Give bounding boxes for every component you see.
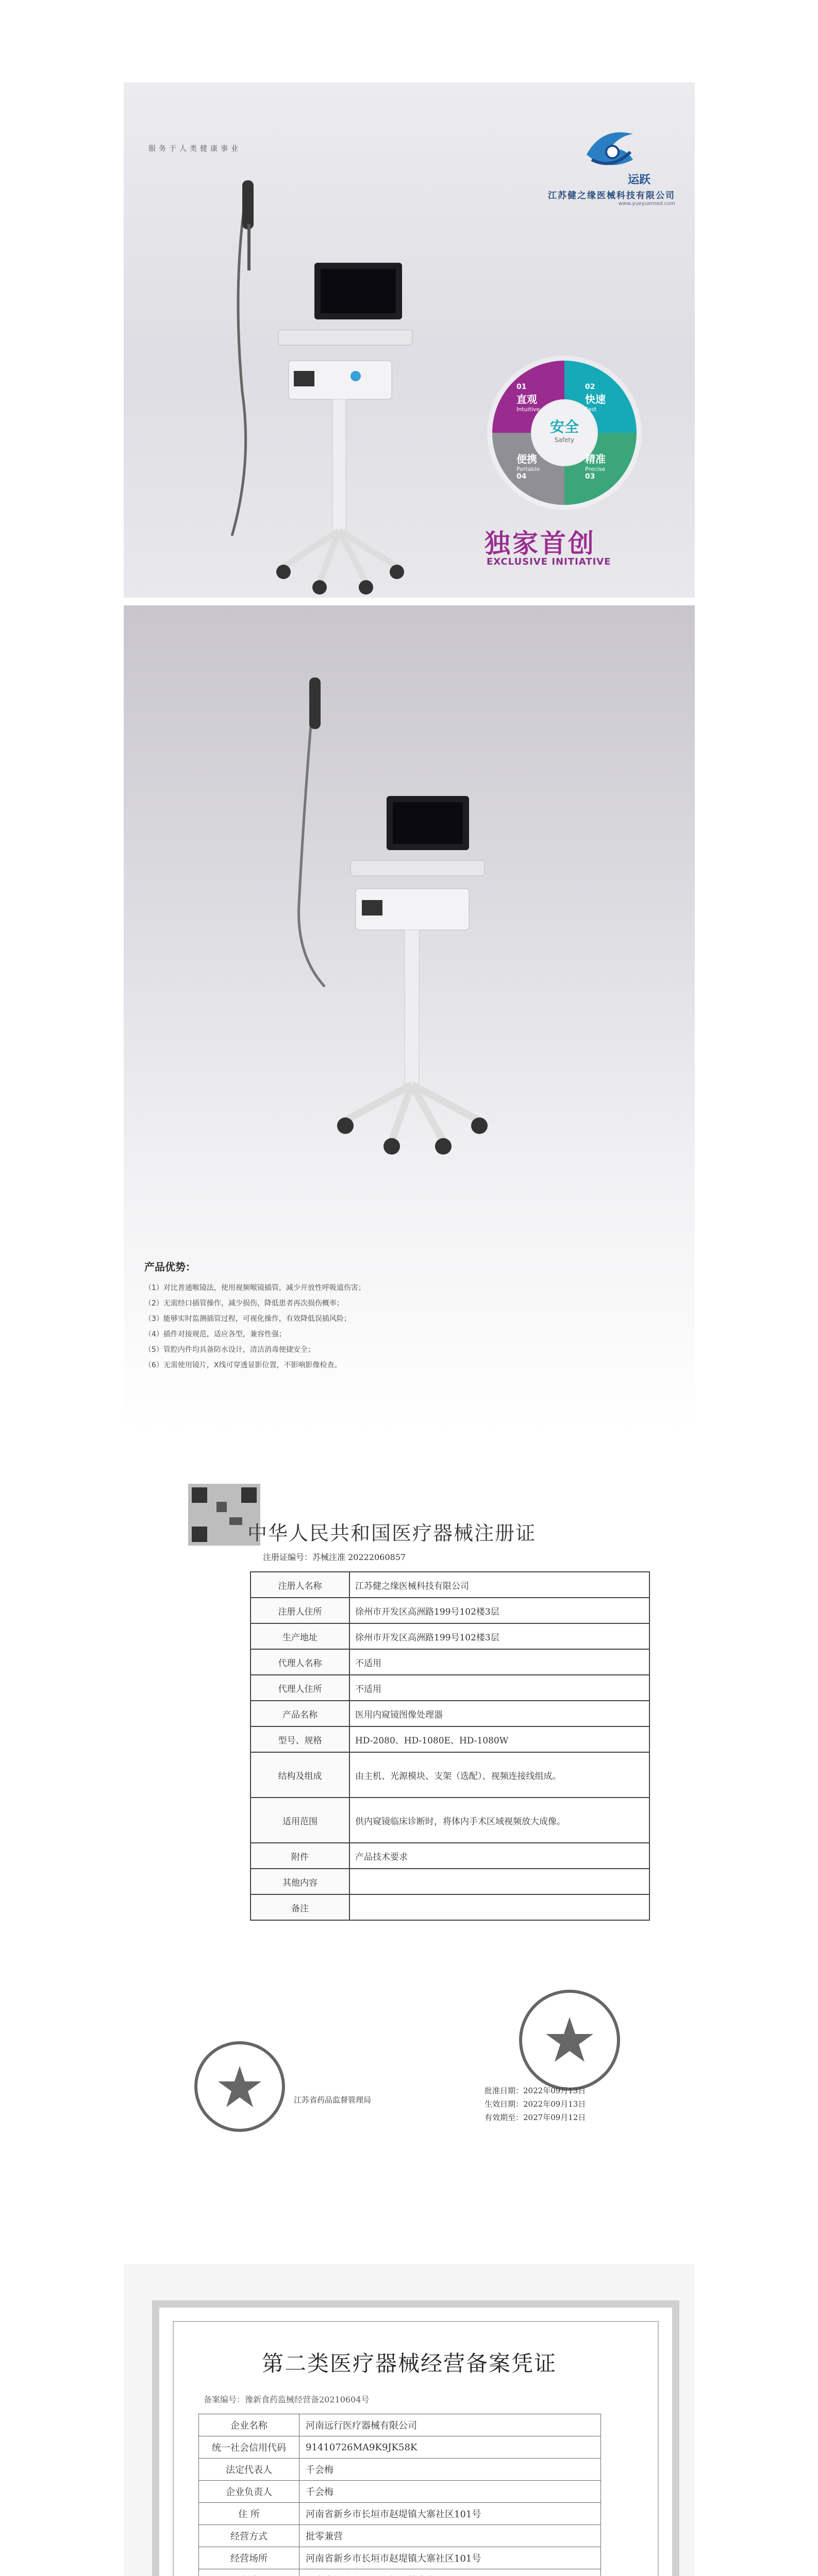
brand-name: 运跃	[627, 174, 650, 187]
subline: EXCLUSIVE INITIATIVE	[487, 556, 611, 567]
table-row: 产品名称 医用内窥镜图像处理器	[251, 1701, 649, 1726]
advantage-item: （2）无需经口插管操作，减少损伤，降低患者再次损伤概率；	[144, 1299, 344, 1308]
registration-table	[250, 1571, 650, 1921]
table-row	[199, 2569, 601, 2576]
company-url: www.yueyuemed.com	[618, 201, 675, 207]
slogan: 服务于人类健康事业	[148, 145, 241, 153]
advantages-title: 产品优势：	[144, 1261, 196, 1273]
table-row: 代理人名称 不适用	[251, 1649, 649, 1675]
feature-center: 安全 Safety	[549, 418, 579, 444]
issuer: 江苏省药品监督管理局	[294, 2095, 372, 2105]
company-name: 江苏健之缘医械科技有限公司	[548, 191, 675, 201]
advantage-item: （5）管腔内件均具备防水设计，清洁消毒便捷安全；	[144, 1346, 315, 1354]
table-row: 型号、规格 HD-2080、HD-1080E、HD-1080W	[251, 1726, 649, 1752]
table-row: 生产地址 徐州市开发区高洲路199号102楼3层	[251, 1623, 649, 1649]
advantage-item: （1）对比普通喉镜法，使用视频喉镜插管，减少开放性呼吸道伤害；	[144, 1284, 365, 1292]
certificate-dates: 批准日期：2022年09月13日 生效日期：2022年09月13日 有效期至：2027年09月12日	[485, 2086, 586, 2122]
feature-1: 01 直观 Intuitive	[516, 383, 540, 413]
official-seal	[515, 1986, 624, 2094]
table-row: 经营方式 批零兼营	[199, 2525, 601, 2547]
headline: 独家首创	[485, 529, 596, 558]
brochure-cover	[124, 82, 695, 598]
certificate-number: 注册证编号：苏械注准 20222060857	[263, 1552, 406, 1562]
official-seal	[191, 2038, 289, 2136]
table-row: 附件 产品技术要求	[251, 1843, 649, 1869]
table-row: 法定代表人 千会梅	[199, 2459, 601, 2481]
laryngoscope-device-illustration	[201, 175, 469, 598]
table-row: 企业负责人 千会梅	[199, 2481, 601, 2503]
filing-certificate	[124, 2264, 695, 2576]
table-row: 结构及组成 由主机、光源模块、支架（选配）、视频连接线组成。	[251, 1752, 649, 1798]
filing-title: 第二类医疗器械经营备案凭证	[261, 2351, 557, 2376]
table-row: 统一社会信用代码 91410726MA9K9JK58K	[199, 2436, 601, 2459]
table-row: 代理人住所 不适用	[251, 1675, 649, 1701]
feature-3: 精准 Precise 03	[585, 453, 606, 481]
certificate-title: 中华人民共和国医疗器械注册证	[247, 1522, 537, 1545]
table-row: 注册人住所 徐州市开发区高洲路199号102楼3层	[251, 1598, 649, 1623]
product-advantages-panel	[124, 605, 695, 1432]
table-row: 备注	[251, 1894, 649, 1920]
table-row: 其他内容	[251, 1869, 649, 1894]
feature-wheel	[485, 353, 644, 513]
table-row: 企业名称 河南远行医疗器械有限公司	[199, 2414, 601, 2436]
advantage-item: （3）能够实时监测插管过程，可视化操作，有效降低误插风险；	[144, 1315, 351, 1323]
filing-number: 备案编号：豫新食药监械经营备20210604号	[204, 2395, 370, 2404]
feature-2: 02 快速 Fast	[585, 383, 606, 413]
feature-4: 便携 Portable 04	[516, 453, 540, 481]
table-row: 适用范围 供内窥镜临床诊断时，将体内手术区域视频放大成像。	[251, 1798, 649, 1843]
table-row: 注册人名称 江苏健之缘医械科技有限公司	[251, 1572, 649, 1598]
table-row: 经营场所 河南省新乡市长垣市赵堤镇大寨社区101号	[199, 2547, 601, 2569]
advantage-item: （4）插件对接规范，适应各型，兼容性强；	[144, 1330, 286, 1338]
advantage-item: （6）无需使用镜片，X线可穿透显影位置，不影响影像检查。	[144, 1361, 342, 1369]
registration-certificate	[124, 1450, 695, 2259]
table-row: 住 所 河南省新乡市长垣市赵堤镇大寨社区101号	[199, 2503, 601, 2525]
advantages-list	[144, 1280, 365, 1373]
device-photo	[237, 667, 526, 1162]
filing-table	[198, 2414, 601, 2576]
